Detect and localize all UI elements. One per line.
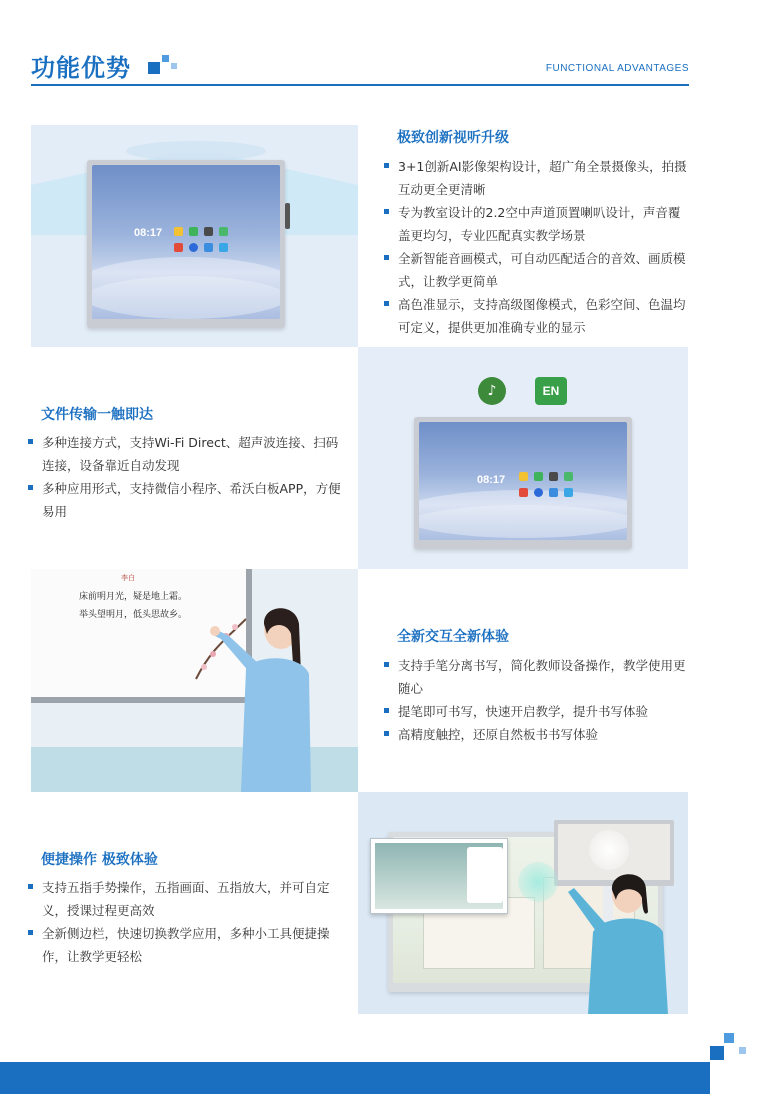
section3-image: [31, 569, 358, 792]
english-app-icon: EN: [535, 377, 567, 405]
section2-bullets: [28, 431, 343, 523]
section1-image: [31, 125, 358, 347]
page-subtitle: FUNCTIONAL ADVANTAGES: [545, 63, 689, 74]
list-item: 多种应用形式，支持微信小程序、希沃白板APP，方便易用: [28, 477, 343, 523]
list-item: 支持五指手势操作，五指画面、五指放大，并可自定义，授课过程更高效: [28, 876, 343, 922]
list-item: 提笔即可书写，快速开启教学，提升书写体验: [384, 700, 690, 723]
list-item: 支持手笔分离书写，简化教师设备操作，教学使用更随心: [384, 654, 690, 700]
interactive-panel-display: [87, 160, 285, 328]
presenter-figure: [568, 862, 688, 1014]
title-decoration-squares: [148, 52, 182, 78]
section2-image: [358, 347, 688, 569]
list-item: 3+1创新AI影像架构设计，超广角全景摄像头，拍摄互动更全更清晰: [384, 155, 690, 201]
music-app-icon: ♪: [478, 377, 506, 405]
section4-title: 便捷操作 极致体验: [41, 852, 158, 868]
list-item: 多种连接方式，支持Wi-Fi Direct、超声波连接、扫码连接，设备靠近自动发现: [28, 431, 343, 477]
list-item: 高色准显示，支持高级图像模式，色彩空间、色温均可定义，提供更加准确专业的显示: [384, 293, 690, 339]
section4-bullets: [28, 876, 343, 968]
section3-title: 全新交互全新体验: [397, 629, 509, 645]
header-divider: [31, 84, 689, 86]
footer-decoration-squares: [706, 1030, 756, 1070]
footer-bar: [0, 1062, 710, 1094]
screen-clock: 08:17: [134, 227, 163, 239]
section1-title: 极致创新视听升级: [397, 130, 509, 146]
whiteboard-heading: 李白: [121, 574, 135, 582]
list-item: 全新智能音画模式，可自动匹配适合的音效、画质模式，让教学更简单: [384, 247, 690, 293]
section2-title: 文件传输一触即达: [41, 407, 153, 423]
section4-image: [358, 792, 688, 1014]
whiteboard-line: 床前明月光，疑是地上霜。: [79, 592, 188, 602]
whiteboard-line: 举头望明月，低头思故乡。: [79, 610, 188, 620]
list-item: 专为教室设计的2.2空中声道顶置喇叭设计，声音覆盖更均匀，专业匹配真实教学场景: [384, 201, 690, 247]
list-item: 全新侧边栏，快速切换教学应用，多种小工具便捷操作，让教学更轻松: [28, 922, 343, 968]
screen-clock: 08:17: [477, 474, 506, 486]
section3-bullets: [384, 654, 690, 746]
list-item: 高精度触控，还原自然板书书写体验: [384, 723, 690, 746]
teacher-writing-figure: [201, 594, 311, 792]
section1-bullets: [384, 155, 690, 339]
page-title: 功能优势: [31, 54, 131, 82]
interactive-panel-display: [414, 417, 632, 549]
sidebar-popup-window: [370, 838, 508, 914]
